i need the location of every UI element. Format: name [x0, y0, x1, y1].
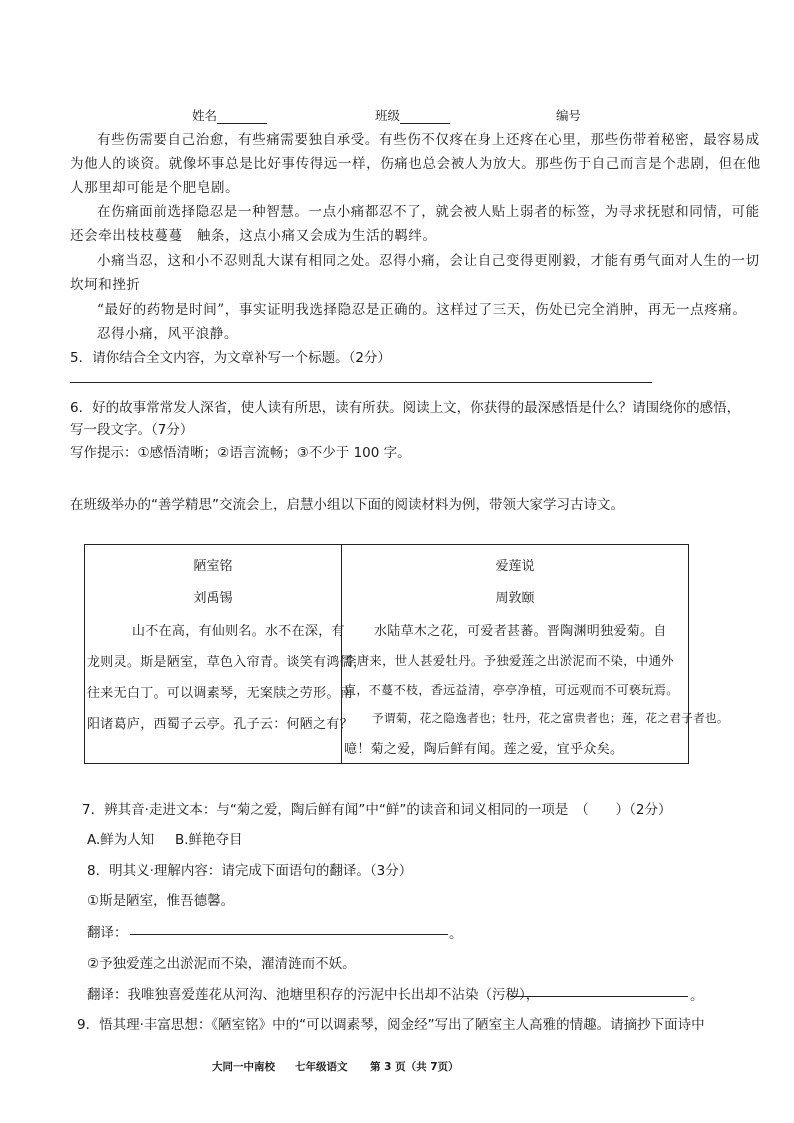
- footer-page: 第 3 页（共 7页）: [370, 1061, 459, 1073]
- passage-line-8: “最好的药物是时间”，事实证明我选择隐忍是正确的。这样过了三天，伤处已完全消肿，再无一点疼痛。: [97, 302, 747, 318]
- number-field: [556, 106, 581, 124]
- q8-translate-label: 翻译：: [87, 925, 128, 941]
- lou-shi-ming-cell: [85, 545, 367, 764]
- ai-lian-shuo-line-4: 予谓菊，花之隐逸者也；牡丹，花之富贵者也；莲，花之君子者也。: [372, 711, 729, 725]
- ai-lian-shuo-line-5: 噫！菊之爱，陶后鲜有闻。莲之爱，宜乎众矣。: [344, 742, 624, 757]
- classical-text-table: [84, 544, 729, 764]
- passage-line-2: 为他人的谈资。就像坏事总是比好事传得远一样，伤痛也总会被人为放大。那些伤于自己而言是个悲剧，但在他: [70, 156, 761, 172]
- ai-lian-shuo-line-1: 水陆草木之花，可爱者甚蕃。晋陶渊明独爱菊。自: [374, 624, 667, 639]
- period-mark: 。: [449, 926, 463, 942]
- class-label: 班级: [375, 108, 401, 123]
- ai-lian-shuo-cell: [342, 545, 729, 764]
- q7-option-b[interactable]: B.鲜艳夺目: [175, 832, 243, 848]
- q8-item-2: ②予独爱莲之出淤泥而不染，濯清涟而不妖。: [87, 956, 356, 972]
- passage-line-9: 忍得小痛，风平浪静。: [97, 326, 238, 342]
- passage-line-5: 还会牵出枝枝蔓蔓 触条，这点小痛又会成为生活的羁绊。: [70, 228, 437, 244]
- passage-line-4: 在伤痛面前选择隐忍是一种智慧。一点小痛都忍不了，就会被人贴上弱者的标签，为寻求抚慰和同情，可能: [97, 204, 760, 220]
- passage-line-6: 小痛当忍，这和小不忍则乱大谋有相同之处。忍得小痛，会让自己变得更刚毅，才能有勇气面对人生的一切: [97, 253, 760, 269]
- class-field[interactable]: [375, 106, 450, 124]
- name-blank[interactable]: [217, 111, 267, 124]
- footer-school: 大同一中南校: [212, 1061, 275, 1073]
- q7-option-a[interactable]: A.鲜为人知: [87, 832, 155, 848]
- ai-lian-shuo-title: 爱莲说: [495, 559, 535, 574]
- footer-subject: 七年级语文: [295, 1061, 348, 1073]
- question-9: 9．悟其理·丰富思想：《陋室铭》中的“可以调素琴，阅金经”写出了陋室主人高雅的情趣。请摘抄下面诗中: [77, 1017, 705, 1033]
- ai-lian-shuo-line-3: 直，不蔓不枝，香远益清，亭亭净植，可远观而不可亵玩焉。: [344, 683, 679, 697]
- question-8: 8．明其义·理解内容：请完成下面语句的翻译。（3分）: [87, 863, 413, 879]
- name-label: 姓名: [192, 108, 218, 123]
- ai-lian-shuo-author: 周敦颐: [495, 591, 535, 606]
- period-mark-2: 。: [690, 988, 704, 1004]
- question-7: 7．辨其音·走进文本：与“菊之爱，陶后鲜有闻”中“鲜”的读音和词义相同的一项是 （ ）（2分）: [82, 802, 672, 818]
- writing-hint: 写作提示：①感悟清晰；②语言流畅；③不少于 100 字。: [70, 445, 411, 461]
- passage-line-3: 人那里却可能是个肥皂剧。: [70, 180, 240, 196]
- passage-line-7: 坎坷和挫折: [70, 277, 141, 293]
- lou-shi-ming-author: 刘禹锡: [193, 591, 233, 606]
- name-field[interactable]: [192, 106, 267, 124]
- question-6-line-1: 6．好的故事常常发人深省，使人读有所思，读有所获。阅读上文，你获得的最深感悟是什么？请围绕你的感悟，: [70, 400, 741, 416]
- number-label: 编号: [556, 108, 582, 123]
- class-blank[interactable]: [400, 111, 450, 124]
- q8-answer-line-2[interactable]: [510, 996, 688, 997]
- question-5: 5．请你结合全文内容，为文章补写一个标题。（2分）: [70, 350, 391, 366]
- lou-shi-ming-line-1: 山不在高，有仙则名。水不在深，有: [132, 624, 345, 639]
- lou-shi-ming-line-2: 龙则灵。斯是陋室，草色入帘青。谈笑有鸿儒，: [87, 655, 367, 670]
- passage-line-1: 有些伤需要自己治愈，有些痛需要独自承受。有些伤不仅疼在身上还疼在心里，那些伤带着秘密，最容易成: [97, 132, 760, 148]
- lou-shi-ming-line-3: 往来无白丁。可以调素琴，无案牍之劳形。南: [87, 686, 354, 701]
- lou-shi-ming-title: 陋室铭: [193, 559, 233, 574]
- question-6-line-2: 写一段文字。（7分）: [70, 422, 194, 438]
- q8-item-1: ①斯是陋室，惟吾德馨。: [87, 893, 235, 909]
- q5-answer-line[interactable]: [70, 382, 652, 383]
- lou-shi-ming-line-4: 阳诸葛庐，西蜀子云亭。孔子云：何陋之有？: [87, 717, 354, 732]
- q8-translation-2: 翻译：我唯独喜爱莲花从河沟、池塘里积存的污泥中长出却不沾染（污秽），: [87, 987, 540, 1003]
- reading-intro: 在班级举办的“善学精思”交流会上，启慧小组以下面的阅读材料为例，带领大家学习古诗文。: [70, 497, 624, 513]
- q8-answer-line-1[interactable]: [130, 934, 448, 935]
- ai-lian-shuo-line-2: 李唐来，世人甚爱牡丹。予独爱莲之出淤泥而不染，中通外: [344, 653, 674, 668]
